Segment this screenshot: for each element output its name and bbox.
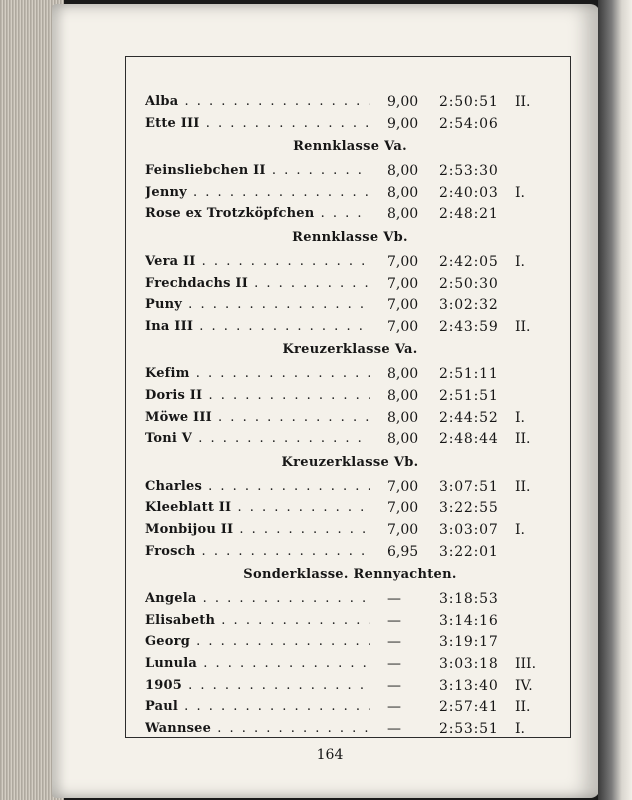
rating-value: 7,00 [387, 500, 419, 517]
finish-time: 3:07:51 [439, 478, 499, 495]
table-row [145, 386, 555, 406]
rating-value: — [387, 720, 401, 737]
table-row [145, 520, 555, 540]
finish-time: 2:43:59 [439, 318, 499, 335]
boat-name: Doris II . . . [145, 386, 370, 406]
boat-name: Wannsee . . . [145, 719, 370, 739]
rating-value: 7,00 [387, 275, 419, 292]
rating-value: 7,00 [387, 478, 419, 495]
rating-value: 8,00 [387, 431, 419, 448]
section-heading: Kreuzerklasse Vb. [281, 454, 419, 470]
table-row [145, 429, 555, 449]
finish-time: 2:48:21 [439, 206, 499, 223]
boat-name: Jenny . . . [145, 183, 370, 203]
rating-value: 8,00 [387, 163, 419, 180]
boat-name: Vera II . . . [145, 252, 370, 272]
rating-value: 8,00 [387, 184, 419, 201]
rating-value: — [387, 612, 401, 629]
rating-value: 7,00 [387, 318, 419, 335]
boat-name: Rose ex Trotzköpfchen . . . [145, 204, 370, 224]
section-heading: Rennklasse Va. [293, 139, 407, 155]
table-row [145, 408, 555, 428]
table-row [145, 632, 555, 652]
table-row [145, 161, 555, 181]
placement: III. [515, 656, 537, 672]
book-binding [598, 0, 632, 800]
boat-name: Kefim . . . [145, 364, 370, 384]
section-heading: Sonderklasse. Rennyachten. [243, 567, 457, 583]
boat-name: Angela . . . [145, 589, 370, 609]
boat-name: Frosch . . . [145, 542, 370, 562]
boat-name: Monbijou II . . . [145, 520, 370, 540]
rating-value: 8,00 [387, 409, 419, 426]
finish-time: 3:18:53 [439, 591, 499, 608]
table-row [145, 676, 555, 696]
boat-name: Charles . . . [145, 477, 370, 497]
boat-name: Feinsliebchen II . . . [145, 161, 370, 181]
boat-name: Ette III . . . [145, 114, 370, 134]
boat-name: Alba . . . [145, 92, 370, 112]
rating-value: 8,00 [387, 366, 419, 383]
table-row [145, 364, 555, 384]
finish-time: 2:53:51 [439, 720, 499, 737]
placement: II. [515, 318, 531, 335]
finish-time: 3:02:32 [439, 297, 499, 314]
finish-time: 2:42:05 [439, 254, 499, 270]
rating-value: 7,00 [387, 254, 419, 270]
finish-time: 3:03:18 [439, 656, 499, 672]
finish-time: 2:51:51 [439, 388, 499, 404]
page-number: 164 [316, 747, 344, 763]
rating-value: — [387, 634, 401, 651]
rating-value: — [387, 677, 401, 694]
table-row [145, 204, 555, 224]
rating-value: 9,00 [387, 94, 419, 110]
boat-name: Ina III . . . [145, 317, 370, 337]
table-row [145, 477, 555, 497]
finish-time: 3:03:07 [439, 522, 499, 538]
boat-name: Frechdachs II . . . [145, 274, 370, 294]
placement: II. [515, 478, 531, 495]
placement: II. [515, 431, 531, 448]
finish-time: 3:13:40 [439, 677, 499, 694]
finish-time: 3:22:01 [439, 543, 499, 560]
rating-value: 8,00 [387, 206, 419, 223]
boat-name: Puny . . . [145, 295, 370, 315]
finish-time: 2:48:44 [439, 431, 499, 448]
rating-value: 6,95 [387, 543, 419, 560]
rating-value: 7,00 [387, 522, 419, 538]
section-heading: Rennklasse Vb. [292, 230, 408, 245]
table-row [145, 252, 555, 272]
finish-time: 2:51:11 [439, 366, 499, 383]
table-row [145, 719, 555, 739]
placement: IV. [515, 677, 533, 694]
placement: II. [515, 699, 531, 716]
boat-name: Georg . . . [145, 632, 370, 652]
boat-name: 1905 . . . [145, 676, 370, 696]
boat-name: Lunula . . . [145, 654, 370, 674]
finish-time: 2:53:30 [439, 163, 499, 180]
finish-time: 2:50:51 [439, 94, 499, 110]
table-row [145, 611, 555, 631]
table-row [145, 295, 555, 315]
table-row [145, 274, 555, 294]
placement: II. [515, 94, 531, 110]
table-row [145, 542, 555, 562]
placement: I. [515, 522, 525, 538]
rating-value: 9,00 [387, 115, 419, 132]
finish-time: 2:50:30 [439, 275, 499, 292]
table-row [145, 92, 555, 112]
boat-name: Kleeblatt II . . . [145, 498, 370, 518]
finish-time: 3:14:16 [439, 612, 499, 629]
finish-time: 2:57:41 [439, 699, 499, 716]
table-row [145, 498, 555, 518]
placement: I. [515, 409, 525, 426]
rating-value: — [387, 591, 401, 608]
finish-time: 2:54:06 [439, 115, 499, 132]
rating-value: 7,00 [387, 297, 419, 314]
table-row [145, 183, 555, 203]
table-row [145, 114, 555, 134]
finish-time: 3:19:17 [439, 634, 499, 651]
finish-time: 3:22:55 [439, 500, 499, 517]
rating-value: — [387, 656, 401, 672]
boat-name: Möwe III . . . [145, 408, 370, 428]
table-row [145, 697, 555, 717]
boat-name: Toni V . . . [145, 429, 370, 449]
table-row [145, 589, 555, 609]
finish-time: 2:44:52 [439, 409, 499, 426]
rating-value: 8,00 [387, 388, 419, 404]
finish-time: 2:40:03 [439, 184, 499, 201]
table-row [145, 317, 555, 337]
placement: I. [515, 720, 525, 737]
boat-name: Elisabeth . . . [145, 611, 370, 631]
boat-name: Paul . . . [145, 697, 370, 717]
table-row [145, 654, 555, 674]
section-heading: Kreuzerklasse Va. [282, 342, 418, 358]
rating-value: — [387, 699, 401, 716]
placement: I. [515, 254, 525, 270]
placement: I. [515, 184, 525, 201]
